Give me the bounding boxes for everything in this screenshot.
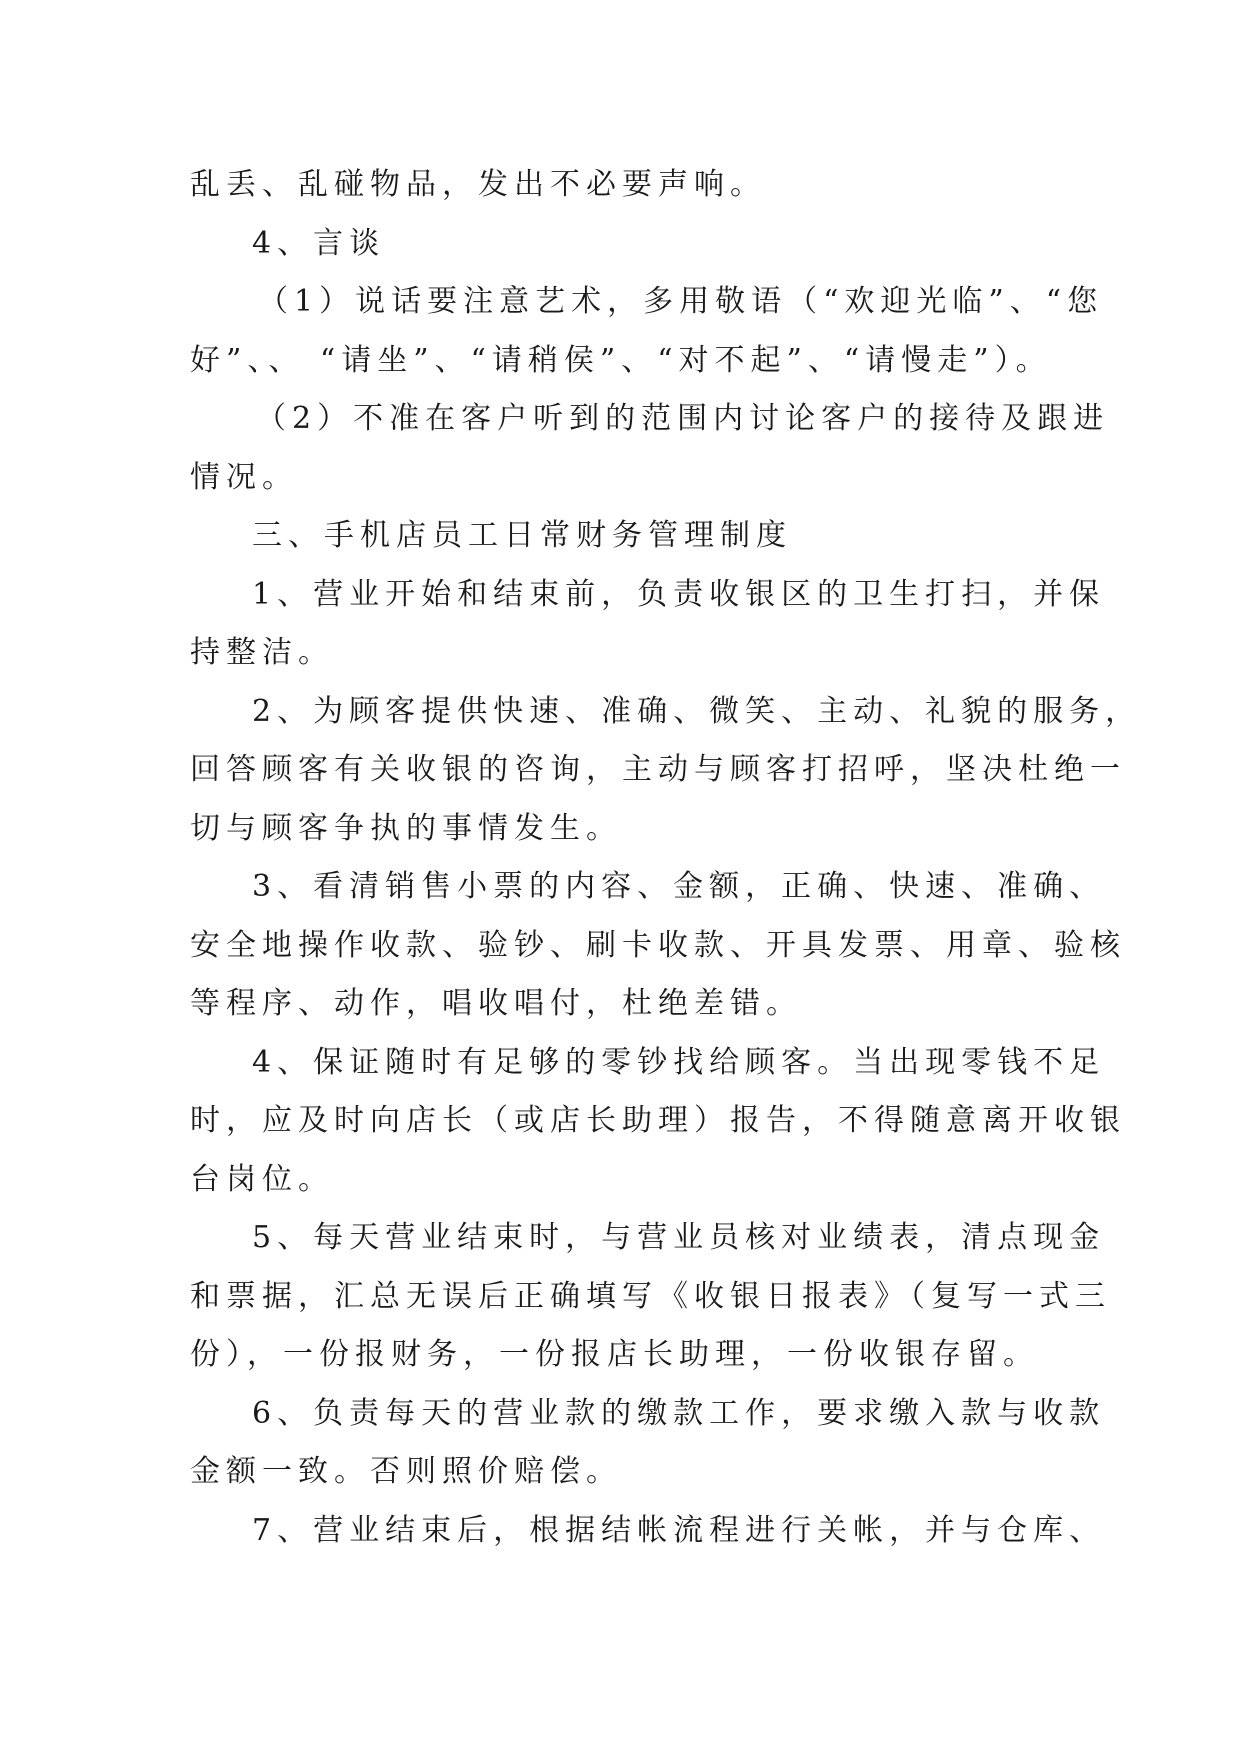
text-line: 7、营业结束后，根据结帐流程进行关帐，并与仓库、	[252, 1512, 1106, 1548]
text-line: 2、为顾客提供快速、准确、微笑、主动、礼貌的服务，	[252, 693, 1142, 729]
text-line: 好”、、 “请坐”、“请稍侯”、“对不起”、“请慢走”）。	[190, 342, 1052, 378]
text-line: （2）不准在客户听到的范围内讨论客户的接待及跟进	[256, 401, 1110, 436]
text-line: 4、保证随时有足够的零钞找给顾客。当出现零钱不足	[252, 1044, 1106, 1080]
text-line: 时，应及时向店长（或店长助理）报告，不得随意离开收银	[190, 1103, 1126, 1138]
text-line: 和票据，汇总无误后正确填写《收银日报表》（复写一式三	[190, 1278, 1111, 1314]
text-line: 情况。	[190, 459, 298, 495]
section-heading-speech: 4、言谈	[252, 225, 386, 261]
text-line: 等程序、动作，唱收唱付，杜绝差错。	[190, 986, 802, 1021]
text-line: 3、看清销售小票的内容、金额，正确、快速、准确、	[252, 869, 1106, 904]
document-body	[190, 156, 1142, 1560]
text-line: 安全地操作收款、验钞、刷卡收款、开具发票、用章、验核	[190, 927, 1126, 963]
text-line: 6、负责每天的营业款的缴款工作，要求缴入款与收款	[252, 1395, 1106, 1431]
text-line: 5、每天营业结束时，与营业员核对业绩表，清点现金	[252, 1220, 1106, 1255]
text-line: 持整洁。	[190, 635, 334, 670]
text-line: 份），一份报财务，一份报店长助理，一份收银存留。	[190, 1337, 1039, 1372]
section-heading-finance: 三、手机店员工日常财务管理制度	[252, 518, 792, 553]
text-line: 切与顾客争执的事情发生。	[190, 810, 622, 846]
text-line: 回答顾客有关收银的咨询，主动与顾客打招呼，坚决杜绝一	[190, 752, 1126, 787]
text-line: （1）说话要注意艺术，多用敬语（“欢迎光临”、“您	[258, 284, 1104, 319]
text-line: 台岗位。	[190, 1161, 334, 1197]
text-line: 乱丢、乱碰物品，发出不必要声响。	[190, 167, 766, 202]
text-line: 金额一致。否则照价赔偿。	[190, 1454, 622, 1489]
text-line: 1、营业开始和结束前，负责收银区的卫生打扫，并保	[252, 576, 1106, 612]
